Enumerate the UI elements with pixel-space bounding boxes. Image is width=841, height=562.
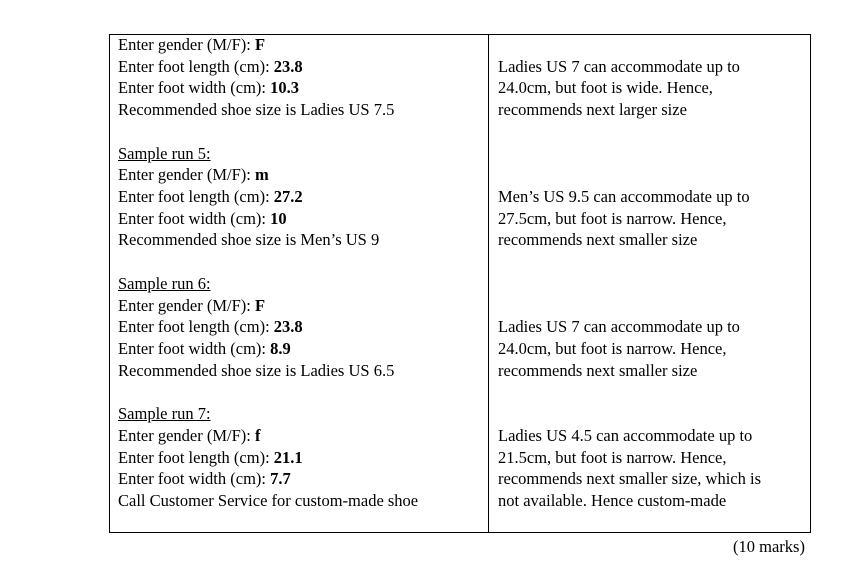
note6-line3: recommends next smaller size bbox=[498, 361, 698, 380]
width-value: 10.3 bbox=[270, 78, 300, 97]
note7-line2: 21.5cm, but foot is narrow. Hence, bbox=[498, 448, 727, 467]
marks-label: (10 marks) bbox=[733, 537, 805, 556]
run6-result: Recommended shoe size is Ladies US 6.5 bbox=[118, 361, 395, 380]
block1-length-line bbox=[118, 56, 303, 77]
length-value: 27.2 bbox=[273, 187, 303, 206]
length-prompt: Enter foot length (cm): bbox=[118, 187, 274, 206]
gender-value: f bbox=[255, 426, 261, 445]
run5-gender-line bbox=[118, 164, 269, 185]
run5-width-line bbox=[118, 208, 287, 229]
length-value: 23.8 bbox=[273, 57, 303, 76]
run6-gender-line bbox=[118, 295, 265, 316]
width-prompt: Enter foot width (cm): bbox=[118, 469, 271, 488]
length-value: 23.8 bbox=[273, 317, 303, 336]
gender-value: F bbox=[255, 35, 266, 54]
run5-length-line bbox=[118, 186, 303, 207]
run5-heading: Sample run 5: bbox=[118, 144, 211, 163]
block1-gender-line bbox=[118, 34, 265, 55]
gender-prompt: Enter gender (M/F): bbox=[118, 426, 256, 445]
note1-line3: recommends next larger size bbox=[498, 100, 687, 119]
width-prompt: Enter foot width (cm): bbox=[118, 209, 271, 228]
width-value: 7.7 bbox=[270, 469, 291, 488]
length-prompt: Enter foot length (cm): bbox=[118, 57, 274, 76]
length-prompt: Enter foot length (cm): bbox=[118, 448, 274, 467]
block1-width-line bbox=[118, 77, 299, 98]
run5-result: Recommended shoe size is Men’s US 9 bbox=[118, 230, 380, 249]
run7-width-line bbox=[118, 468, 291, 489]
run7-result: Call Customer Service for custom-made shoe bbox=[118, 491, 419, 510]
gender-value: F bbox=[255, 296, 266, 315]
run6-length-line bbox=[118, 316, 303, 337]
gender-prompt: Enter gender (M/F): bbox=[118, 296, 256, 315]
gender-prompt: Enter gender (M/F): bbox=[118, 35, 256, 54]
note5-line1: Men’s US 9.5 can accommodate up to bbox=[498, 187, 750, 206]
gender-value: m bbox=[255, 165, 269, 184]
column-divider bbox=[488, 34, 489, 533]
run6-width-line bbox=[118, 338, 291, 359]
block1-result: Recommended shoe size is Ladies US 7.5 bbox=[118, 100, 395, 119]
width-value: 8.9 bbox=[270, 339, 291, 358]
length-prompt: Enter foot length (cm): bbox=[118, 317, 274, 336]
note5-line2: 27.5cm, but foot is narrow. Hence, bbox=[498, 209, 727, 228]
length-value: 21.1 bbox=[273, 448, 303, 467]
run7-gender-line bbox=[118, 425, 261, 446]
note7-line1: Ladies US 4.5 can accommodate up to bbox=[498, 426, 753, 445]
run7-heading: Sample run 7: bbox=[118, 404, 211, 423]
width-prompt: Enter foot width (cm): bbox=[118, 339, 271, 358]
note7-line3: recommends next smaller size, which is bbox=[498, 469, 762, 488]
note1-line1: Ladies US 7 can accommodate up to bbox=[498, 57, 740, 76]
note1-line2: 24.0cm, but foot is wide. Hence, bbox=[498, 78, 713, 97]
width-value: 10 bbox=[270, 209, 287, 228]
run7-length-line bbox=[118, 447, 303, 468]
note5-line3: recommends next smaller size bbox=[498, 230, 698, 249]
note6-line1: Ladies US 7 can accommodate up to bbox=[498, 317, 740, 336]
run6-heading: Sample run 6: bbox=[118, 274, 211, 293]
width-prompt: Enter foot width (cm): bbox=[118, 78, 271, 97]
gender-prompt: Enter gender (M/F): bbox=[118, 165, 256, 184]
note7-line4: not available. Hence custom-made bbox=[498, 491, 727, 510]
note6-line2: 24.0cm, but foot is narrow. Hence, bbox=[498, 339, 727, 358]
